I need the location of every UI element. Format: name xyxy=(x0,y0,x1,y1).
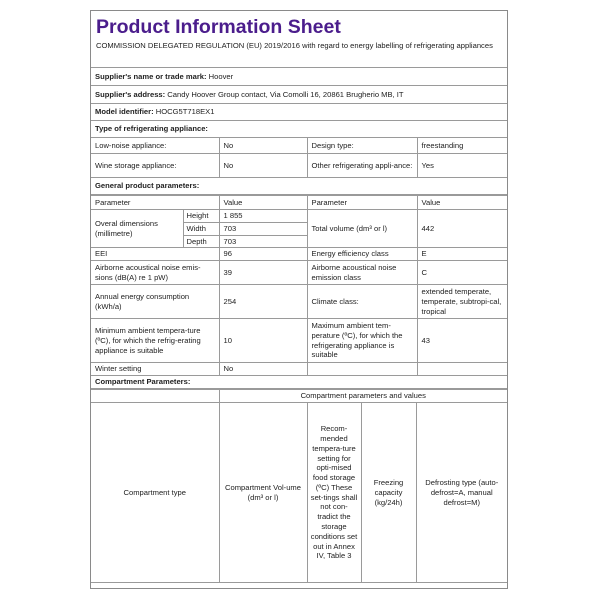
supplier-table xyxy=(91,67,507,195)
design-type-value: freestanding xyxy=(417,138,507,154)
energy-class-value: E xyxy=(417,248,507,261)
airborne-row xyxy=(91,261,507,285)
low-noise-label: Low-noise appliance: xyxy=(91,138,219,154)
airborne-left-value: 39 xyxy=(219,261,307,285)
total-volume-label: Total volume (dm³ or l) xyxy=(307,210,417,248)
address-value: Candy Hoover Group contact, Via Comolli 16, 20861 Brugherio MB, IT xyxy=(167,89,404,99)
eei-row xyxy=(91,248,507,261)
wine-storage-row xyxy=(91,154,507,178)
col-value-left: Value xyxy=(219,196,307,210)
annual-energy-label: Annual energy consumption (kWh/a) xyxy=(91,285,219,319)
general-heading-row xyxy=(91,178,507,195)
general-heading: General product parameters: xyxy=(91,178,507,195)
model-value: HOCG5T718EX1 xyxy=(155,107,215,117)
design-type-label: Design type: xyxy=(307,138,417,154)
general-header-row xyxy=(91,196,507,210)
min-ambient-value: 10 xyxy=(219,319,307,363)
width-label: Width xyxy=(183,222,219,235)
winter-label: Winter setting xyxy=(91,363,219,376)
height-value: 1 855 xyxy=(219,210,307,223)
address-row xyxy=(91,86,507,104)
depth-value: 703 xyxy=(219,235,307,248)
winter-row xyxy=(91,363,507,376)
ambient-row xyxy=(91,319,507,363)
sheet-title: Product Information Sheet xyxy=(96,16,341,38)
winter-empty-2 xyxy=(417,363,507,376)
compartment-freezing-header: Freezing capacity (kg/24h) xyxy=(361,403,416,583)
general-parameters-table xyxy=(91,195,507,389)
other-appliance-value: Yes xyxy=(417,154,507,178)
dimensions-label: Overal dimensions (millimetre) xyxy=(91,210,183,248)
winter-empty-1 xyxy=(307,363,417,376)
width-value: 703 xyxy=(219,222,307,235)
depth-label: Depth xyxy=(183,235,219,248)
annual-energy-value: 254 xyxy=(219,285,307,319)
col-parameter-left: Parameter xyxy=(91,196,219,210)
model-row xyxy=(91,104,507,121)
height-row xyxy=(91,210,507,223)
max-ambient-value: 43 xyxy=(417,319,507,363)
airborne-left-label: Airborne acoustical noise emis-sions (dB(A) re 1 pW) xyxy=(91,261,219,285)
eei-label: EEI xyxy=(91,248,219,261)
wine-storage-label: Wine storage appliance: xyxy=(91,154,219,178)
airborne-right-value: C xyxy=(417,261,507,285)
supplier-label: Supplier's name or trade mark: xyxy=(95,71,207,81)
winter-value: No xyxy=(219,363,307,376)
compartment-group-header: Compartment parameters and values xyxy=(219,390,507,403)
low-noise-value: No xyxy=(219,138,307,154)
compartment-table xyxy=(91,389,507,583)
compartment-header-row xyxy=(91,403,507,583)
airborne-right-label: Airborne acoustical noise emission class xyxy=(307,261,417,285)
compartment-type-header: Compartment type xyxy=(91,403,219,583)
compartment-group-header-row xyxy=(91,390,507,403)
supplier-row xyxy=(91,68,507,86)
col-value-right: Value xyxy=(417,196,507,210)
regulation-text: COMMISSION DELEGATED REGULATION (EU) 2019/2016 with regard to energy labelling of refrigerating appliances xyxy=(96,41,493,50)
min-ambient-label: Minimum ambient tempera-ture (ºC), for which the refrig-erating appliance is suitable xyxy=(91,319,219,363)
climate-value: extended temperate, temperate, subtropi-cal, tropical xyxy=(417,285,507,319)
height-label: Height xyxy=(183,210,219,223)
low-noise-row xyxy=(91,138,507,154)
energy-class-label: Energy efficiency class xyxy=(307,248,417,261)
compartment-blank-cell xyxy=(91,390,219,403)
wine-storage-value: No xyxy=(219,154,307,178)
max-ambient-label: Maximum ambient tem-perature (ºC), for which the refrigerating appliance is suitable xyxy=(307,319,417,363)
supplier-value: Hoover xyxy=(208,71,234,81)
model-label: Model identifier: xyxy=(95,107,154,117)
type-heading-row xyxy=(91,121,507,138)
product-information-sheet xyxy=(90,10,508,589)
climate-label: Climate class: xyxy=(307,285,417,319)
compartment-defrosting-header: Defrosting type (auto-defrost=A, manual defrost=M) xyxy=(416,403,507,583)
compartment-heading-row xyxy=(91,376,507,389)
annual-energy-row xyxy=(91,285,507,319)
compartment-volume-header: Compartment Vol-ume (dm³ or l) xyxy=(219,403,307,583)
total-volume-value: 442 xyxy=(417,210,507,248)
address-label: Supplier's address: xyxy=(95,89,166,99)
type-heading: Type of refrigerating appliance: xyxy=(91,121,507,138)
other-appliance-label: Other refrigerating appli-ance: xyxy=(307,154,417,178)
eei-value: 96 xyxy=(219,248,307,261)
compartment-heading: Compartment Parameters: xyxy=(91,376,507,389)
col-parameter-right: Parameter xyxy=(307,196,417,210)
compartment-temperature-header: Recom-mended tempera-ture setting for opti-mised food storage (ºC) These set-tings shall not con-tradict the storage conditions set out in Annex IV, Table 3 xyxy=(307,403,361,583)
